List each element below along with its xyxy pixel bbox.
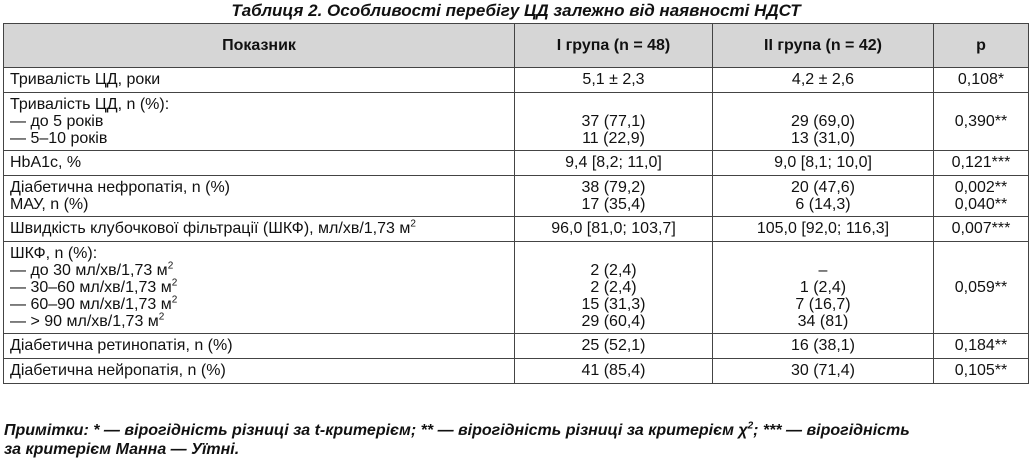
p-value: 0,002** 0,040** [934,176,1029,217]
row-label: Швидкість клубочкової фільтрації (ШКФ), мл/хв/1,73 $м^2$ [4,217,515,242]
group-2-value: 20 (47,6) 6 (14,3) [713,176,934,217]
group-1-value: 38 (79,2) 17 (35,4) [515,176,713,217]
row-label: Діабетична нейропатія, n (%) [4,359,515,384]
p-value: 0,390** [934,93,1029,151]
p-value: 0,059** [934,242,1029,334]
group-2-value: 105,0 [92,0; 116,3] [713,217,934,242]
row-label: Діабетична ретинопатія, n (%) [4,334,515,359]
group-2-value: – 1 (2,4) 7 (16,7) 34 (81) [713,242,934,334]
row-label: Тривалість ЦД, роки [4,68,515,93]
group-2-value: 9,0 [8,1; 10,0] [713,151,934,176]
table-header-row [4,24,1029,68]
p-value: 0,105** [934,359,1029,384]
notes-line-1: Примітки: * — вірогідність різниці за t-критерієм; ** — вірогідність різниці за критерієм $\chi^2$; *** — вірогідність [4,420,910,439]
group-1-value: 9,4 [8,2; 11,0] [515,151,713,176]
table-row [4,334,1029,359]
table-row [4,93,1029,151]
p-value: 0,184** [934,334,1029,359]
data-table [3,23,1029,384]
group-1-value: 96,0 [81,0; 103,7] [515,217,713,242]
p-value: 0,121*** [934,151,1029,176]
table-row [4,176,1029,217]
p-value: 0,108* [934,68,1029,93]
table-row [4,68,1029,93]
group-2-value: 4,2 ± 2,6 [713,68,934,93]
header-indicator: Показник [4,24,515,68]
table-notes [4,421,1028,459]
row-label: HbA1c, % [4,151,515,176]
header-group-1: I група (n = 48) [515,24,713,68]
header-group-2: II група (n = 42) [713,24,934,68]
table-row [4,242,1029,334]
notes-line-2: за критерієм Манна — Уїтні. [4,441,240,458]
row-label: Діабетична нефропатія, n (%) МАУ, n (%) [4,176,515,217]
header-p: p [934,24,1029,68]
group-1-value: 25 (52,1) [515,334,713,359]
table-caption: Таблиця 2. Особливості перебігу ЦД залежно від наявності НДСТ [231,1,801,20]
group-2-value: 16 (38,1) [713,334,934,359]
group-1-value: 5,1 ± 2,3 [515,68,713,93]
table-row [4,359,1029,384]
row-label: ШКФ, n (%): — до 30 мл/хв/1,73 $м^2$ — 30–60 мл/хв/1,73 $м^2$ — 60–90 мл/хв/1,73 $м^2$ — > 90 мл/хв/1,73 $м^2$ [4,242,515,334]
group-1-value: 41 (85,4) [515,359,713,384]
table-row [4,217,1029,242]
group-2-value: 29 (69,0) 13 (31,0) [713,93,934,151]
p-value: 0,007*** [934,217,1029,242]
row-label: Тривалість ЦД, n (%): — до 5 років — 5–10 років [4,93,515,151]
table-row [4,151,1029,176]
group-1-value: 37 (77,1) 11 (22,9) [515,93,713,151]
group-2-value: 30 (71,4) [713,359,934,384]
group-1-value: 2 (2,4) 2 (2,4) 15 (31,3) 29 (60,4) [515,242,713,334]
